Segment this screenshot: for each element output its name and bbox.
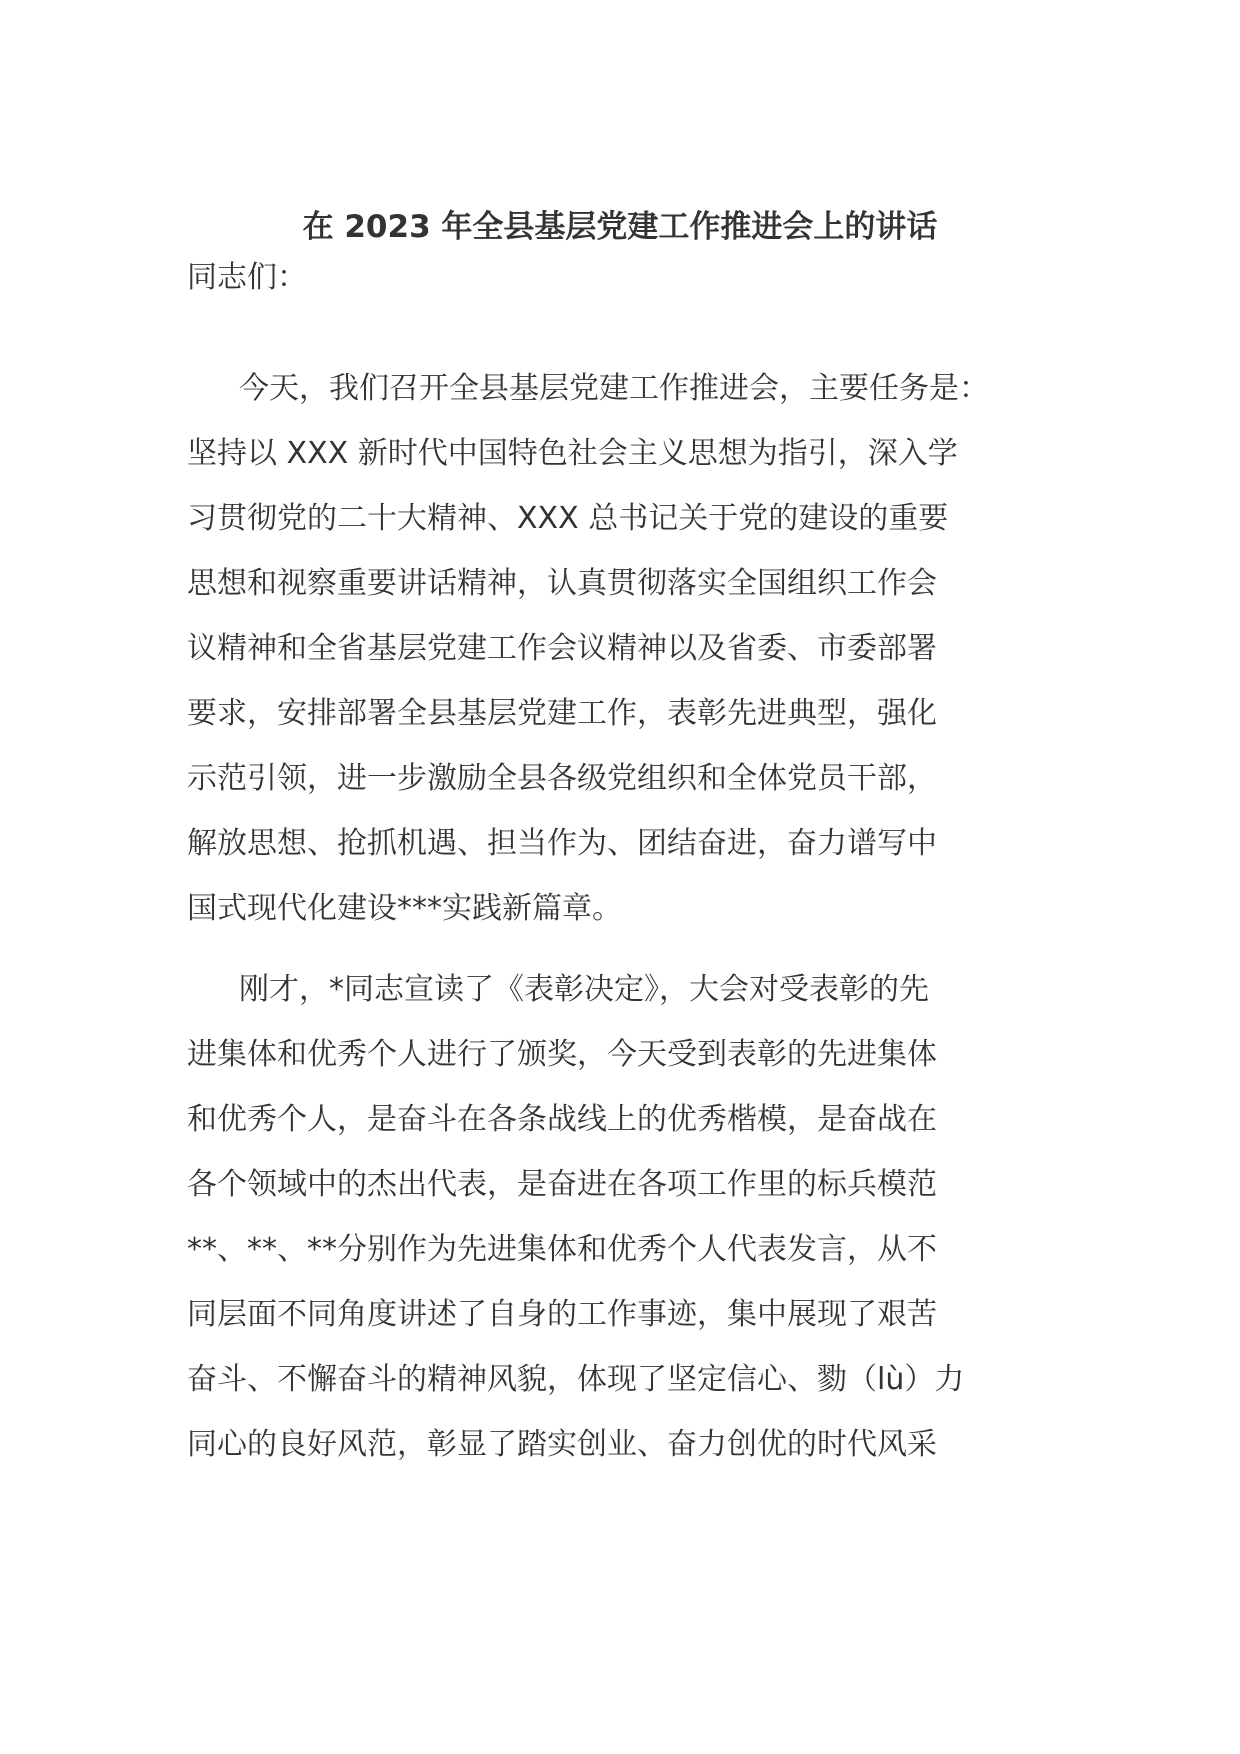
document-title: 在 2023 年全县基层党建工作推进会上的讲话 [302,209,938,245]
paragraph-line: 解放思想、抢抓机遇、担当作为、团结奋进，奋力谱写中 [187,826,937,861]
paragraph-line: 和优秀个人，是奋斗在各条战线上的优秀楷模，是奋战在 [187,1102,937,1137]
paragraph-2 [187,957,1053,1477]
paragraph-line: 习贯彻党的二十大精神、XXX 总书记关于党的建设的重要 [187,501,949,536]
paragraph-line: 刚才，*同志宣读了《表彰决定》，大会对受表彰的先 [239,972,929,1007]
paragraph-line: 同心的良好风范，彰显了踏实创业、奋力创优的时代风采 [187,1427,937,1462]
paragraph-line: 奋斗、不懈奋斗的精神风貌，体现了坚定信心、勠（lù）力 [187,1362,965,1397]
paragraph-line: 今天，我们召开全县基层党建工作推进会，主要任务是： [239,371,989,406]
paragraph-line: 要求，安排部署全县基层党建工作，表彰先进典型，强化 [187,696,937,731]
paragraph-line: 示范引领，进一步激励全县各级党组织和全体党员干部， [187,761,937,796]
paragraph-1 [187,356,1053,941]
document-page [187,0,1053,1754]
paragraph-line: 各个领域中的杰出代表，是奋进在各项工作里的标兵模范 [187,1167,937,1202]
salutation: 同志们： [187,260,307,295]
paragraph-line: **、**、**分别作为先进集体和优秀个人代表发言，从不 [187,1232,937,1267]
paragraph-line: 国式现代化建设***实践新篇章。 [187,891,622,926]
paragraph-line: 思想和视察重要讲话精神，认真贯彻落实全国组织工作会 [187,566,937,601]
paragraph-line: 同层面不同角度讲述了自身的工作事迹，集中展现了艰苦 [187,1297,937,1332]
paragraph-line: 议精神和全省基层党建工作会议精神以及省委、市委部署 [187,631,937,666]
paragraph-line: 进集体和优秀个人进行了颁奖，今天受到表彰的先进集体 [187,1037,937,1072]
paragraph-line: 坚持以 XXX 新时代中国特色社会主义思想为指引，深入学 [187,436,958,471]
